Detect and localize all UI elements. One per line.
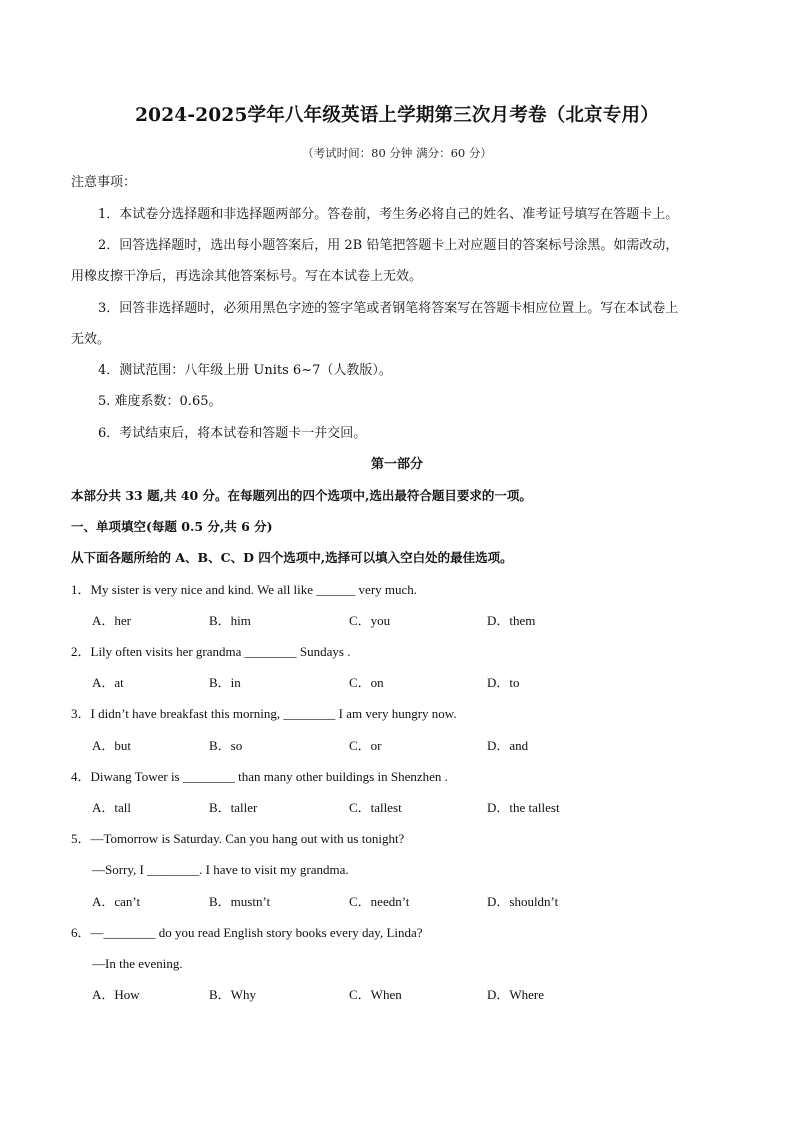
option-b: B．mustn’t (209, 894, 271, 909)
option-a: A．How (92, 987, 140, 1002)
question-stem: 3．I didn’t have breakfast this morning, ________ I am very hungry now. (71, 706, 457, 721)
option-b: B．so (209, 738, 243, 753)
part-title: 第一部分 (370, 457, 423, 472)
section-instruction: 从下面各题所给的 A、B、C、D 四个选项中,选择可以填入空白处的最佳选项。 (71, 550, 513, 565)
question-stem: 6．—________ do you read English story books every day, Linda? (71, 925, 423, 940)
option-b: B．in (209, 675, 241, 690)
question-response: —Sorry, I ________. I have to visit my grandma. (92, 862, 349, 877)
option-a: A．her (92, 613, 131, 628)
option-d: D．the tallest (487, 800, 560, 815)
option-a: A．at (92, 675, 124, 690)
exam-subtitle: （考试时间：80 分钟 满分：60 分） (302, 146, 492, 160)
option-b: B．him (209, 613, 251, 628)
option-c: C．you (349, 613, 391, 628)
option-d: D．them (487, 613, 536, 628)
notes-heading: 注意事项： (71, 175, 137, 190)
note-line: 6．考试结束后，将本试卷和答题卡一并交回。 (98, 426, 367, 441)
option-a: A．tall (92, 800, 131, 815)
exam-title: 2024-2025学年八年级英语上学期第三次月考卷（北京专用） (135, 105, 659, 126)
option-b: B．taller (209, 800, 258, 815)
question-response: —In the evening. (92, 956, 183, 971)
option-b: B．Why (209, 987, 256, 1002)
note-line: 用橡皮擦干净后，再选涂其他答案标号。写在本试卷上无效。 (71, 269, 423, 284)
question-stem: 2．Lily often visits her grandma ________ Sundays . (71, 644, 351, 659)
question-stem: 1．My sister is very nice and kind. We all like ______ very much. (71, 582, 418, 597)
option-d: D．Where (487, 987, 545, 1002)
option-c: C．on (349, 675, 384, 690)
note-line: 5. 难度系数：0.65。 (98, 394, 222, 409)
option-c: C．or (349, 738, 382, 753)
option-a: A．can’t (92, 894, 141, 909)
option-d: D．shouldn’t (487, 894, 559, 909)
note-line: 2．回答选择题时，选出每小题答案后，用 2B 铅笔把答题卡上对应题目的答案标号涂黑。如需改动， (98, 238, 679, 253)
note-line: 4．测试范围：八年级上册 Units 6~7（人教版）。 (98, 363, 392, 378)
note-line: 1．本试卷分选择题和非选择题两部分。答卷前，考生务必将自己的姓名、准考证号填写在答题卡上。 (98, 207, 679, 222)
part-intro: 本部分共 33 题,共 40 分。在每题列出的四个选项中,选出最符合题目要求的一项。 (71, 488, 532, 503)
option-d: D．to (487, 675, 520, 690)
note-line: 无效。 (71, 332, 111, 347)
option-a: A．but (92, 738, 132, 753)
note-line: 3．回答非选择题时，必须用黑色字迹的签字笔或者钢笔将答案写在答题卡相应位置上。写在本试卷上 (98, 301, 679, 316)
option-d: D．and (487, 738, 529, 753)
question-stem: 5．—Tomorrow is Saturday. Can you hang out with us tonight? (71, 831, 405, 846)
option-c: C．needn’t (349, 894, 410, 909)
question-stem: 4．Diwang Tower is ________ than many other buildings in Shenzhen . (71, 769, 448, 784)
option-c: C．When (349, 987, 402, 1002)
section-title: 一、单项填空(每题 0.5 分,共 6 分) (71, 519, 273, 534)
option-c: C．tallest (349, 800, 402, 815)
